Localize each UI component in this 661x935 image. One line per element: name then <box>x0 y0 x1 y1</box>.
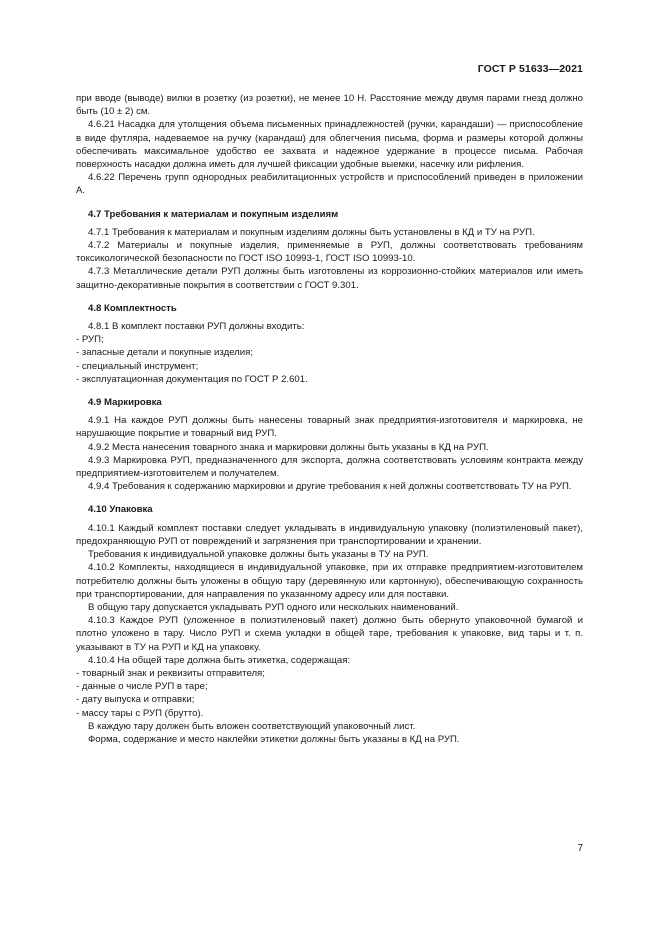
paragraph: 4.6.21 Насадка для утолщения объема письменных принадлежностей (ручки, карандаши) — приспособление в виде футляра, надеваемое на ручку (карандаш) для облегчения письма, форма и размеры которой должны обеспечивать максимальное удобство ее захвата и надежное удержание в процессе письма. Рабочая поверхность насадки должна иметь для лучшей фиксации удобные выемки, насечку или рифления. <box>76 119 583 171</box>
paragraph: Форма, содержание и место наклейки этикетки должны быть указаны в КД на РУП. <box>88 733 460 745</box>
paragraph: Требования к индивидуальной упаковке должны быть указаны в ТУ на РУП. <box>88 549 429 561</box>
list-item: - запасные детали и покупные изделия; <box>76 347 254 359</box>
section-heading: 4.7 Требования к материалам и покупным изделиям <box>88 208 339 220</box>
paragraph: 4.6.22 Перечень групп однородных реабилитационных устройств и приспособлений приведен в приложении А. <box>76 172 583 197</box>
paragraph: 4.7.3 Металлические детали РУП должны быть изготовлены из коррозионно-стойких материалов или иметь защитно-декоративные покрытия в соответствии с ГОСТ 9.301. <box>76 266 583 291</box>
list-item: - товарный знак и реквизиты отправителя; <box>76 667 265 679</box>
list-item: - данные о числе РУП в таре; <box>76 681 208 693</box>
paragraph: 4.10.1 Каждый комплект поставки следует укладывать в индивидуальную упаковку (полиэтиленовый пакет), предохраняющую РУП от повреждений и загрязнения при транспортировании и хранении. <box>76 522 583 547</box>
paragraph: 4.7.2 Материалы и покупные изделия, применяемые в РУП, должны соответствовать требованиям токсикологической безопасности по ГОСТ ISO 10993-1, ГОСТ ISO 10993-10. <box>76 240 583 265</box>
paragraph: 4.10.4 На общей таре должна быть этикетка, содержащая: <box>88 654 351 666</box>
paragraph: 4.10.3 Каждое РУП (уложенное в полиэтиленовый пакет) должно быть обернуто упаковочной бумагой и плотно уложено в тару. Число РУП и схема укладки в общей таре, требования к упаковке, вид тары и т. п. указывают в ТУ на РУП и КД на упаковку. <box>76 615 583 653</box>
section-heading: 4.8 Комплектность <box>88 302 177 314</box>
paragraph: при вводе (выводе) вилки в розетку (из розетки), не менее 10 Н. Расстояние между двумя парами гнезд должно быть (10 ± 2) см. <box>76 93 583 118</box>
paragraph: 4.7.1 Требования к материалам и покупным изделиям должны быть установлены в КД и ТУ на РУП. <box>88 226 535 238</box>
list-item: - РУП; <box>76 334 104 346</box>
paragraph: В каждую тару должен быть вложен соответствующий упаковочный лист. <box>88 720 416 732</box>
paragraph: 4.9.4 Требования к содержанию маркировки и другие требования к ней должны соответствовать ТУ на РУП. <box>88 481 572 493</box>
paragraph: 4.9.3 Маркировка РУП, предназначенного для экспорта, должна соответствовать условиям контракта между предприятием-изготовителем и получателем. <box>76 454 583 480</box>
paragraph: В общую тару допускается укладывать РУП одного или нескольких наименований. <box>88 601 459 613</box>
list-item: - дату выпуска и отправки; <box>76 694 195 706</box>
document-header: ГОСТ Р 51633—2021 <box>477 63 583 75</box>
list-item: - эксплуатационная документация по ГОСТ Р 2.601. <box>76 373 308 385</box>
document-body <box>76 92 583 746</box>
section-heading: 4.9 Маркировка <box>88 397 162 409</box>
section-heading: 4.10 Упаковка <box>88 504 153 516</box>
list-item: - массу тары с РУП (брутто). <box>76 707 204 719</box>
paragraph: 4.8.1 В комплект поставки РУП должны входить: <box>88 321 305 333</box>
list-item: - специальный инструмент; <box>76 360 199 372</box>
paragraph: 4.9.1 На каждое РУП должны быть нанесены товарный знак предприятия-изготовителя и маркировка, не нарушающие покрытие и товарный вид РУП. <box>76 415 583 440</box>
page-number: 7 <box>577 843 583 854</box>
paragraph: 4.10.2 Комплекты, находящиеся в индивидуальной упаковке, при их отправке предприятием-изготовителем потребителю должны быть уложены в общую тару (деревянную или картонную), обеспечивающую сохранность при транспортировании, для направления по указанному адресу или для поставки. <box>76 562 583 600</box>
paragraph: 4.9.2 Места нанесения товарного знака и маркировки должны быть указаны в КД на РУП. <box>88 441 489 453</box>
